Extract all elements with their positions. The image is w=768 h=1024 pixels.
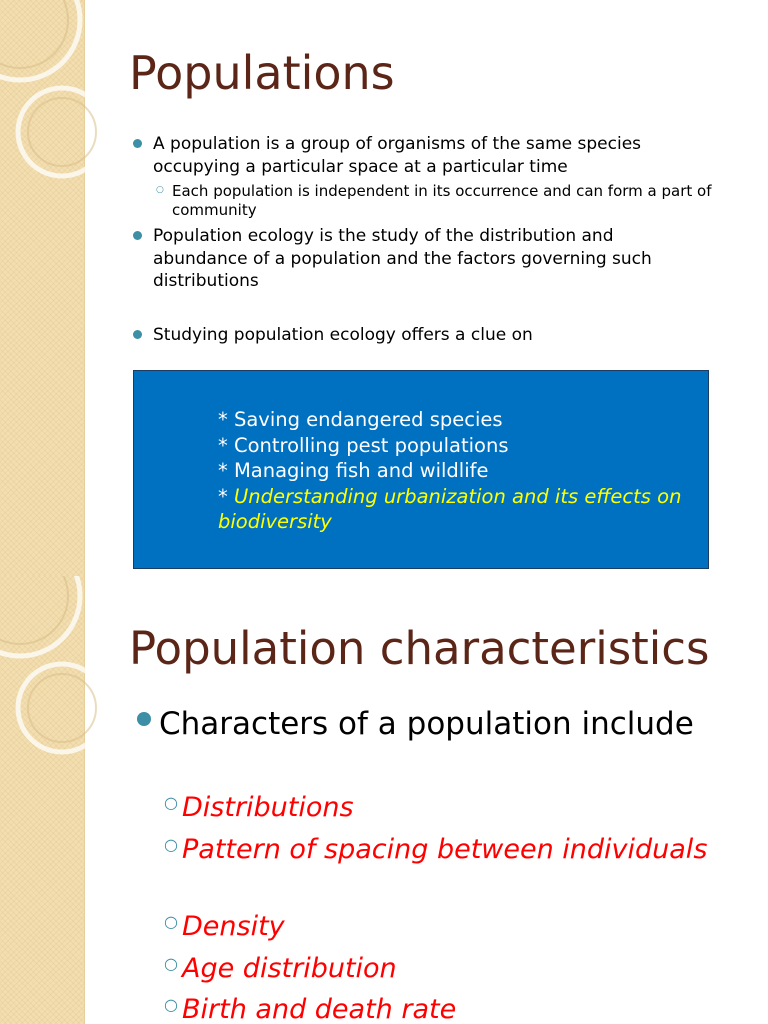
box-line bbox=[218, 484, 702, 535]
box-line-highlight: Understanding urbanization and its effects on biodiversity bbox=[218, 484, 682, 533]
hollow-circle-icon: ○ bbox=[164, 954, 178, 973]
bullet-text: Population ecology is the study of the distribution and abundance of a population and the factors governing such distributions bbox=[153, 226, 652, 291]
decorative-rings-icon bbox=[0, 576, 120, 1024]
list-item bbox=[164, 790, 722, 826]
bullet-text: A population is a group of organisms of the same species occupying a particular space at a particular time bbox=[153, 134, 642, 177]
list-item bbox=[164, 832, 722, 868]
bullet-item bbox=[153, 324, 713, 347]
list-item-text: Distributions bbox=[182, 792, 354, 823]
box-line: * Managing fish and wildlife bbox=[218, 459, 489, 482]
bullet-icon bbox=[133, 330, 142, 339]
box-line: * Controlling pest populations bbox=[218, 433, 509, 457]
slide-title: Population characteristics bbox=[129, 622, 710, 675]
list-item-text: Birth and death rate bbox=[182, 994, 457, 1024]
hollow-circle-icon: ○ bbox=[164, 793, 178, 812]
hollow-circle-icon: ○ bbox=[164, 995, 178, 1014]
list-item bbox=[164, 992, 722, 1024]
highlight-box-text bbox=[218, 407, 702, 535]
hollow-circle-icon: ○ bbox=[164, 912, 178, 931]
hollow-circle-icon: ○ bbox=[164, 835, 178, 854]
bullet-icon bbox=[137, 712, 151, 726]
list-item-text: Density bbox=[182, 911, 285, 942]
bullet-icon bbox=[133, 139, 142, 148]
list-item-text: Pattern of spacing between individuals bbox=[182, 834, 708, 865]
bullet-item bbox=[153, 133, 713, 178]
sub-bullet-item bbox=[156, 182, 712, 220]
decorative-rings-icon bbox=[0, 0, 120, 576]
list-item bbox=[164, 909, 722, 945]
bullet-item bbox=[153, 225, 713, 293]
slide-title: Populations bbox=[129, 46, 395, 100]
slide-population-characteristics bbox=[0, 576, 768, 1024]
highlight-box bbox=[133, 370, 709, 569]
bullet-text: Studying population ecology offers a clue on bbox=[153, 325, 533, 345]
list-item-text: Age distribution bbox=[182, 953, 397, 984]
box-line: * Saving endangered species bbox=[218, 408, 503, 431]
list-item bbox=[164, 951, 722, 987]
bullet-text: Characters of a population include bbox=[159, 706, 694, 742]
hollow-circle-icon: ○ bbox=[156, 185, 164, 195]
box-line-prefix: * bbox=[218, 484, 234, 508]
bullet-item bbox=[159, 704, 699, 745]
sub-bullet-text: Each population is independent in its occurrence and can form a part of community bbox=[172, 182, 712, 219]
bullet-icon bbox=[133, 231, 142, 240]
